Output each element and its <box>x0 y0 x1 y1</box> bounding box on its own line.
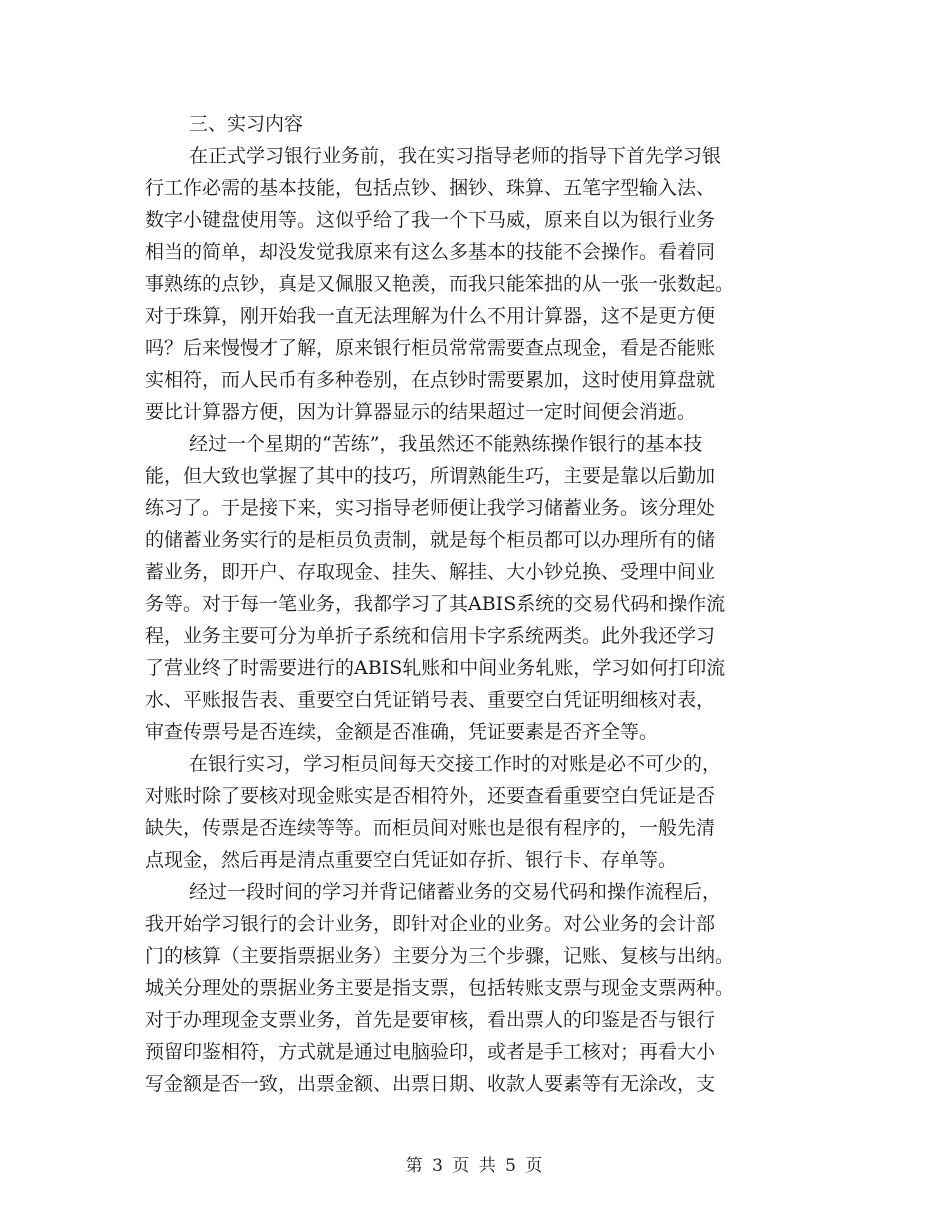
paragraph-line: 对账时除了要核对现金账实是否相符外，还要查看重要空白凭证是否 <box>145 785 716 807</box>
paragraph-line: 能，但大致也掌握了其中的技巧，所谓熟能生巧，主要是靠以后勤加 <box>145 465 716 487</box>
paragraph-line: 城关分理处的票据业务主要是指支票，包括转账支票与现金支票两种。 <box>145 977 735 999</box>
paragraph-line: 点现金，然后再是清点重要空白凭证如存折、银行卡、存单等。 <box>145 849 678 871</box>
paragraph-line: 蓄业务，即开户、存取现金、挂失、解挂、大小钞兑换、受理中间业 <box>145 561 716 583</box>
paragraph-line: 务等。对于每一笔业务，我都学习了其ABIS系统的交易代码和操作流 <box>145 593 726 615</box>
paragraph-line: 在正式学习银行业务前，我在实习指导老师的指导下首先学习银 <box>189 145 722 167</box>
paragraph-1 <box>145 140 805 428</box>
paragraph-line: 缺失，传票是否连续等等。而柜员间对账也是很有程序的，一般先清 <box>145 817 716 839</box>
section-title: 三、实习内容 <box>189 113 304 135</box>
paragraph-line: 写金额是否一致，出票金额、出票日期、收款人要素等有无涂改，支 <box>145 1073 716 1095</box>
paragraph-line: 要比计算器方便，因为计算器显示的结果超过一定时间便会消逝。 <box>145 401 697 423</box>
paragraph-line: 经过一个星期的“苦练”，我虽然还不能熟练操作银行的基本技 <box>189 433 703 455</box>
paragraph-line: 水、平账报告表、重要空白凭证销号表、重要空白凭证明细核对表， <box>145 689 716 711</box>
paragraph-line: 审查传票号是否连续，金额是否准确，凭证要素是否齐全等。 <box>145 721 659 743</box>
paragraph-4 <box>145 876 805 1100</box>
paragraph-line: 经过一段时间的学习并背记储蓄业务的交易代码和操作流程后， <box>189 881 722 903</box>
document-body <box>145 108 805 1100</box>
paragraph-3 <box>145 748 805 876</box>
paragraph-line: 练习了。于是接下来，实习指导老师便让我学习储蓄业务。该分理处 <box>145 497 716 519</box>
paragraph-line: 行工作必需的基本技能，包括点钞、捆钞、珠算、五笔字型输入法、 <box>145 177 716 199</box>
paragraph-line: 门的核算（主要指票据业务）主要分为三个步骤，记账、复核与出纳。 <box>145 945 735 967</box>
page-number-footer: 第 3 页 共 5 页 <box>405 1156 545 1176</box>
paragraph-line: 吗？后来慢慢才了解，原来银行柜员常常需要查点现金，看是否能账 <box>145 337 716 359</box>
paragraph-line: 我开始学习银行的会计业务，即针对企业的业务。对公业务的会计部 <box>145 913 716 935</box>
paragraph-line: 实相符，而人民币有多种卷别，在点钞时需要累加，这时使用算盘就 <box>145 369 716 391</box>
paragraph-line: 对于办理现金支票业务，首先是要审核，看出票人的印鉴是否与银行 <box>145 1009 716 1031</box>
paragraph-line: 数字小键盘使用等。这似乎给了我一个下马威，原来自以为银行业务 <box>145 209 716 231</box>
paragraph-2 <box>145 428 805 748</box>
paragraph-line: 相当的简单，却没发觉我原来有这么多基本的技能不会操作。看着同 <box>145 241 716 263</box>
paragraph-line: 的储蓄业务实行的是柜员负责制，就是每个柜员都可以办理所有的储 <box>145 529 716 551</box>
paragraph-line: 预留印鉴相符，方式就是通过电脑验印，或者是手工核对；再看大小 <box>145 1041 716 1063</box>
paragraph-line: 在银行实习，学习柜员间每天交接工作时的对账是必不可少的， <box>189 753 722 775</box>
paragraph-line: 了营业终了时需要进行的ABIS轧账和中间业务轧账，学习如何打印流 <box>145 657 726 679</box>
paragraph-line: 程，业务主要可分为单折子系统和信用卡字系统两类。此外我还学习 <box>145 625 716 647</box>
paragraph-line: 事熟练的点钞，真是又佩服又艳羡，而我只能笨拙的从一张一张数起。 <box>145 273 735 295</box>
paragraph-line: 对于珠算，刚开始我一直无法理解为什么不用计算器，这不是更方便 <box>145 305 716 327</box>
